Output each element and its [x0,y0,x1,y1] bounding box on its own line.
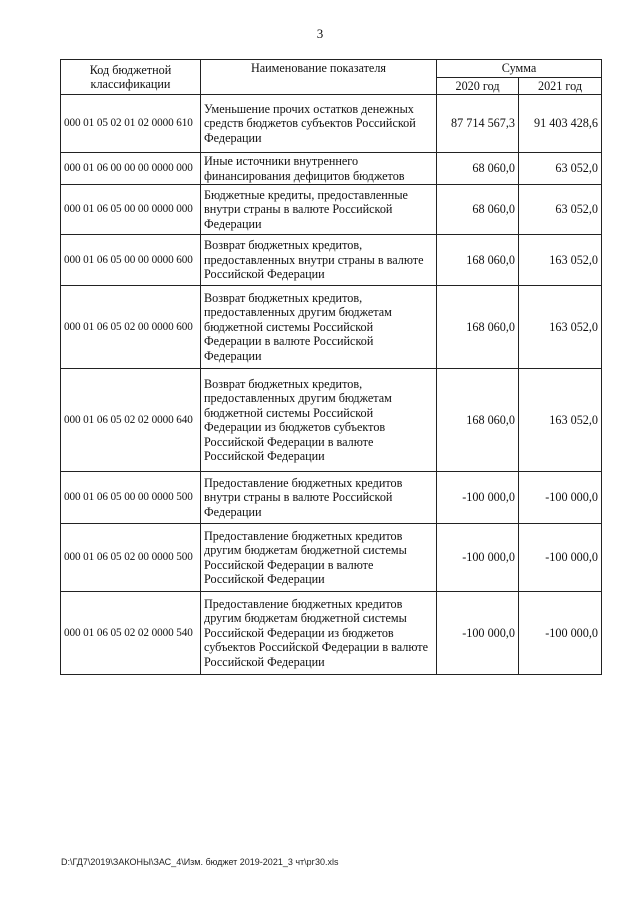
header-year-2020: 2020 год [437,77,519,95]
header-sum: Сумма [437,60,602,78]
row-code: 000 01 06 05 02 00 0000 500 [61,524,201,592]
row-code: 000 01 06 05 00 00 0000 000 [61,185,201,235]
row-code: 000 01 06 05 02 02 0000 640 [61,369,201,472]
row-value-2020: 168 060,0 [437,286,519,369]
row-name: Предоставление бюджетных кредитов другим бюджетам бюджетной системы Российской Федерации в валюте Российской Федерации [201,524,437,592]
row-value-2020: 87 714 567,3 [437,95,519,153]
table-row [61,286,602,369]
row-value-2021: 163 052,0 [519,369,602,472]
row-code: 000 01 06 05 02 02 0000 540 [61,592,201,675]
table-row [61,592,602,675]
budget-sources-table [60,59,602,675]
row-name: Бюджетные кредиты, предоставленные внутри страны в валюте Российской Федерации [201,185,437,235]
page-number: 3 [316,26,324,41]
row-code: 000 01 06 05 02 00 0000 600 [61,286,201,369]
header-code: Код бюджетной классификации [61,60,201,95]
row-name: Предоставление бюджетных кредитов другим бюджетам бюджетной системы Российской Федерации из бюджетов субъектов Российской Федерации в валюте Российской Федерации [201,592,437,675]
row-name: Возврат бюджетных кредитов, предоставленных другим бюджетам бюджетной системы Российской Федерации в валюте Российской Федерации [201,286,437,369]
row-value-2020: 68 060,0 [437,185,519,235]
row-code: 000 01 06 05 00 00 0000 500 [61,472,201,524]
row-code: 000 01 06 05 00 00 0000 600 [61,235,201,286]
row-value-2020: 168 060,0 [437,235,519,286]
row-value-2021: 63 052,0 [519,185,602,235]
table-row [61,369,602,472]
row-name: Иные источники внутреннего финансирования дефицитов бюджетов [201,153,437,185]
row-value-2020: 68 060,0 [437,153,519,185]
row-name: Уменьшение прочих остатков денежных средств бюджетов субъектов Российской Федерации [201,95,437,153]
row-value-2020: 168 060,0 [437,369,519,472]
row-name: Возврат бюджетных кредитов, предоставленных другим бюджетам бюджетной системы Российской Федерации из бюджетов субъектов Российской Федерации в валюте Российской Федерации [201,369,437,472]
table-row [61,185,602,235]
table-row [61,524,602,592]
row-value-2021: 63 052,0 [519,153,602,185]
row-value-2020: -100 000,0 [437,592,519,675]
table-row [61,153,602,185]
row-value-2021: -100 000,0 [519,524,602,592]
row-value-2021: 91 403 428,6 [519,95,602,153]
row-code: 000 01 06 00 00 00 0000 000 [61,153,201,185]
row-code: 000 01 05 02 01 02 0000 610 [61,95,201,153]
table-row [61,472,602,524]
header-name: Наименование показателя [201,60,437,95]
header-year-2021: 2021 год [519,77,602,95]
row-value-2021: 163 052,0 [519,286,602,369]
row-value-2021: -100 000,0 [519,592,602,675]
table-row [61,235,602,286]
table-row [61,95,602,153]
row-name: Возврат бюджетных кредитов, предоставленных внутри страны в валюте Российской Федерации [201,235,437,286]
row-value-2021: 163 052,0 [519,235,602,286]
row-name: Предоставление бюджетных кредитов внутри страны в валюте Российской Федерации [201,472,437,524]
row-value-2020: -100 000,0 [437,472,519,524]
row-value-2020: -100 000,0 [437,524,519,592]
footer-file-path: D:\ГД7\2019\ЗАКОНЫ\ЗАС_4\Изм. бюджет 2019-2021_3 чт\рг30.xls [61,857,339,867]
row-value-2021: -100 000,0 [519,472,602,524]
